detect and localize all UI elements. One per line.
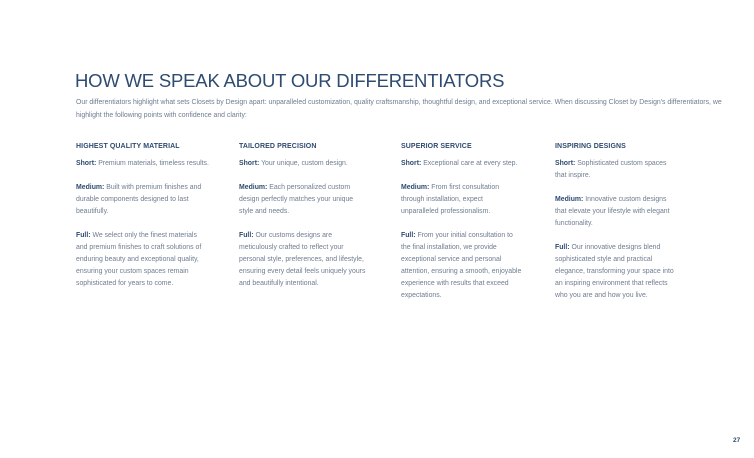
entry-full bbox=[401, 230, 561, 302]
column-highest-quality-material bbox=[76, 143, 236, 302]
entry-full bbox=[76, 230, 236, 290]
entry-medium bbox=[401, 182, 561, 218]
entry-text: Built with premium finishes and durable components designed to last beautifully. bbox=[76, 184, 202, 215]
entry-label: Full: bbox=[76, 232, 91, 239]
column-heading: HIGHEST QUALITY MATERIAL bbox=[76, 143, 180, 150]
column-superior-service bbox=[401, 143, 561, 314]
entry-short bbox=[401, 158, 561, 170]
entry-label: Full: bbox=[239, 232, 254, 239]
entry-full bbox=[555, 242, 715, 302]
column-heading: SUPERIOR SERVICE bbox=[401, 143, 472, 150]
entry-label: Medium: bbox=[239, 184, 268, 191]
entry-medium bbox=[76, 182, 236, 218]
page-number: 27 bbox=[733, 437, 741, 444]
entry-text: Innovative custom designs that elevate your lifestyle with elegant functionality. bbox=[555, 196, 670, 227]
entry-short bbox=[76, 158, 236, 170]
entry-label: Medium: bbox=[401, 184, 430, 191]
entry-medium bbox=[239, 182, 399, 218]
entry-label: Full: bbox=[401, 232, 416, 239]
entry-text: From first consultation through installation, expect unparalleled professionalism. bbox=[401, 184, 500, 215]
entry-label: Medium: bbox=[555, 196, 584, 203]
entry-medium bbox=[555, 194, 715, 230]
entry-short bbox=[555, 158, 715, 182]
entry-text: Exceptional care at every step. bbox=[421, 160, 518, 167]
entry-text: Sophisticated custom spaces that inspire. bbox=[555, 160, 667, 179]
entry-text: Your unique, custom design. bbox=[259, 160, 348, 167]
entry-label: Short: bbox=[401, 160, 422, 167]
entry-text: We select only the finest materials and premium finishes to craft solutions of enduring beauty and exceptional quality, ensuring your custom spaces remain sophisticated for years to come. bbox=[76, 232, 202, 287]
entry-label: Medium: bbox=[76, 184, 105, 191]
entry-text: Our innovative designs blend sophisticated style and practical elegance, transforming your space into an inspiring environment that reflects who you are and how you live. bbox=[555, 244, 674, 299]
entry-short bbox=[239, 158, 399, 170]
intro-paragraph: Our differentiators highlight what sets Closets by Design apart: unparalleled customization, quality craftsmanship, thoughtful design, and exceptional service. When discussing Closet by Design's differentiators, we highlight the following points with confidence and clarity: bbox=[76, 99, 722, 119]
column-heading: INSPIRING DESIGNS bbox=[555, 143, 626, 150]
column-heading: TAILORED PRECISION bbox=[239, 143, 317, 150]
entry-text: Each personalized custom design perfectly matches your unique style and needs. bbox=[239, 184, 354, 215]
entry-label: Full: bbox=[555, 244, 570, 251]
entry-text: From your initial consultation to the final installation, we provide exceptional service and personal attention, ensuring a smooth, enjoyable experience with results that exceed expectations. bbox=[401, 232, 522, 299]
entry-full bbox=[239, 230, 399, 290]
column-tailored-precision bbox=[239, 143, 399, 302]
entry-label: Short: bbox=[76, 160, 97, 167]
entry-text: Our customs designs are meticulously crafted to reflect your personal style, preferences, and lifestyle, ensuring every detail feels uniquely yours and beautifully intentional. bbox=[239, 232, 366, 287]
entry-label: Short: bbox=[239, 160, 260, 167]
entry-label: Short: bbox=[555, 160, 576, 167]
column-inspiring-designs bbox=[555, 143, 715, 314]
entry-text: Premium materials, timeless results. bbox=[96, 160, 209, 167]
page-title: HOW WE SPEAK ABOUT OUR DIFFERENTIATORS bbox=[75, 70, 505, 91]
